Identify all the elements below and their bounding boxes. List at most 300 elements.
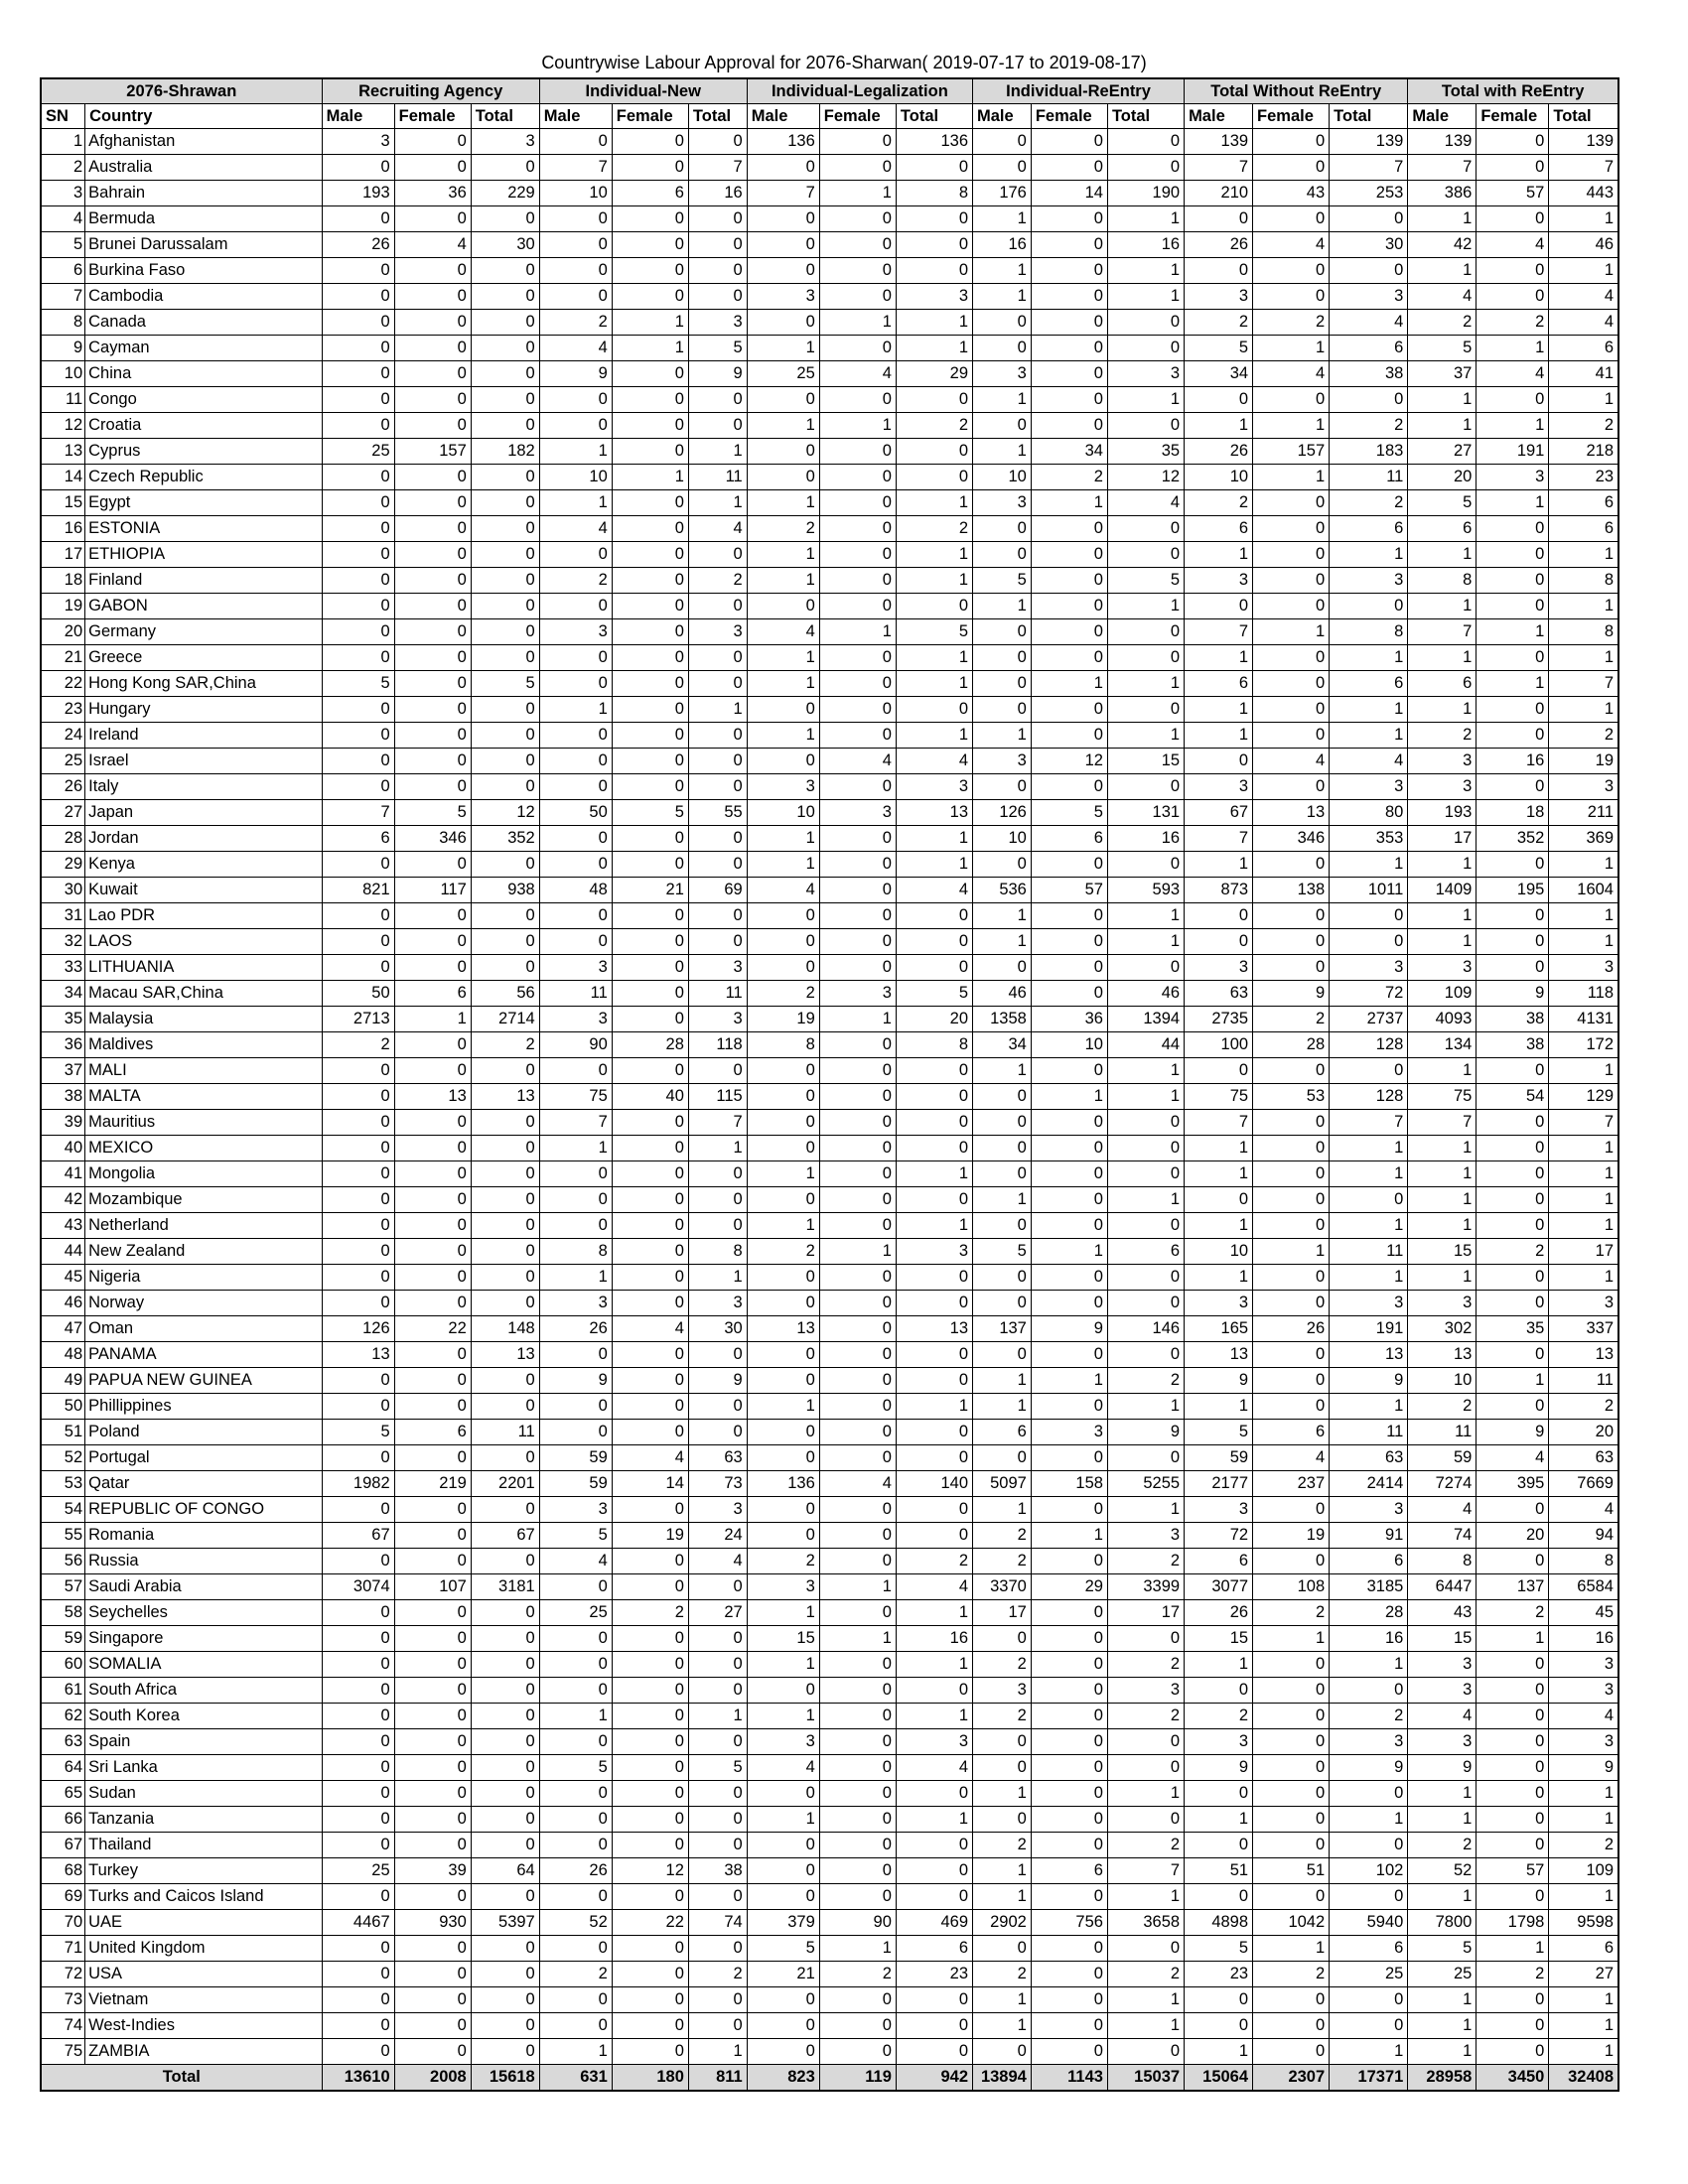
value-cell: 0 [394, 1161, 471, 1187]
country-cell: Bermuda [85, 206, 322, 232]
country-cell: Czech Republic [85, 465, 322, 490]
value-cell: 1 [1107, 594, 1184, 619]
value-cell: 2 [688, 1962, 747, 1987]
group-total-with-reentry: Total with ReEntry [1408, 78, 1618, 104]
value-cell: 0 [1253, 516, 1330, 542]
value-cell: 0 [819, 1833, 896, 1858]
value-cell: 9 [539, 361, 612, 387]
value-cell: 2 [1477, 1239, 1549, 1265]
value-cell: 0 [1185, 258, 1253, 284]
value-cell: 13 [1549, 1342, 1618, 1368]
value-cell: 0 [612, 1187, 688, 1213]
country-cell: Mauritius [85, 1110, 322, 1136]
value-cell: 0 [471, 1704, 539, 1729]
value-cell: 0 [819, 1058, 896, 1084]
table-row [41, 258, 1618, 284]
total-value-cell: 3450 [1477, 2065, 1549, 2092]
sn-cell: 65 [41, 1781, 85, 1807]
value-cell: 6 [1031, 1858, 1107, 1884]
value-cell: 3 [973, 490, 1032, 516]
value-cell: 5 [612, 800, 688, 826]
value-cell: 1 [973, 258, 1032, 284]
value-cell: 0 [973, 1084, 1032, 1110]
value-cell: 1 [819, 619, 896, 645]
value-cell: 3 [1107, 1523, 1184, 1549]
value-cell: 0 [1330, 258, 1408, 284]
value-cell: 0 [819, 826, 896, 852]
value-cell: 0 [819, 1781, 896, 1807]
value-cell: 1 [973, 1497, 1032, 1523]
value-cell: 7800 [1408, 1910, 1477, 1936]
value-cell: 63 [1185, 981, 1253, 1007]
value-cell: 0 [394, 1781, 471, 1807]
value-cell: 0 [688, 284, 747, 310]
value-cell: 0 [1107, 1110, 1184, 1136]
value-cell: 1 [1549, 1807, 1618, 1833]
value-cell: 1 [612, 336, 688, 361]
value-cell: 1 [1107, 1497, 1184, 1523]
value-cell: 1 [747, 645, 819, 671]
value-cell: 0 [539, 1161, 612, 1187]
value-cell: 0 [1477, 1058, 1549, 1084]
value-cell: 0 [1253, 490, 1330, 516]
sn-cell: 70 [41, 1910, 85, 1936]
value-cell: 3185 [1330, 1574, 1408, 1600]
value-cell: 1 [1330, 645, 1408, 671]
value-cell: 0 [1107, 1807, 1184, 1833]
value-cell: 0 [688, 1807, 747, 1833]
value-cell: 1 [896, 1161, 972, 1187]
value-cell: 1 [1408, 258, 1477, 284]
value-cell: 2 [973, 1833, 1032, 1858]
value-cell: 3 [973, 1678, 1032, 1704]
value-cell: 0 [819, 465, 896, 490]
total-row [41, 2065, 1618, 2092]
value-cell: 0 [747, 1084, 819, 1110]
value-cell: 1 [1408, 1213, 1477, 1239]
value-cell: 2177 [1185, 1471, 1253, 1497]
value-cell: 0 [1477, 1161, 1549, 1187]
value-cell: 0 [747, 155, 819, 181]
value-cell: 1394 [1107, 1007, 1184, 1032]
value-cell: 16 [896, 1626, 972, 1652]
value-cell: 0 [539, 258, 612, 284]
value-cell: 1 [747, 1704, 819, 1729]
table-row [41, 1420, 1618, 1445]
value-cell: 0 [471, 1626, 539, 1652]
value-cell: 6 [1107, 1239, 1184, 1265]
value-cell: 0 [1477, 568, 1549, 594]
value-cell: 0 [1253, 1833, 1330, 1858]
value-cell: 7 [1185, 619, 1253, 645]
country-cell: Brunei Darussalam [85, 232, 322, 258]
value-cell: 0 [1031, 955, 1107, 981]
value-cell: 0 [819, 1858, 896, 1884]
total-header: Total [1330, 104, 1408, 129]
value-cell: 4 [747, 619, 819, 645]
value-cell: 0 [973, 1161, 1032, 1187]
value-cell: 6 [1185, 516, 1253, 542]
value-cell: 0 [747, 1497, 819, 1523]
value-cell: 0 [688, 594, 747, 619]
value-cell: 1 [896, 568, 972, 594]
value-cell: 1 [1408, 206, 1477, 232]
value-cell: 46 [973, 981, 1032, 1007]
country-cell: United Kingdom [85, 1936, 322, 1962]
value-cell: 0 [688, 1187, 747, 1213]
value-cell: 0 [1253, 1213, 1330, 1239]
value-cell: 191 [1330, 1316, 1408, 1342]
value-cell: 1 [1408, 645, 1477, 671]
value-cell: 64 [471, 1858, 539, 1884]
value-cell: 0 [322, 1833, 394, 1858]
country-cell: Japan [85, 800, 322, 826]
value-cell: 3 [819, 800, 896, 826]
value-cell: 0 [688, 1626, 747, 1652]
value-cell: 10 [1031, 1032, 1107, 1058]
value-cell: 0 [612, 697, 688, 723]
country-cell: Nigeria [85, 1265, 322, 1291]
value-cell: 2 [896, 1549, 972, 1574]
value-cell: 1 [1253, 465, 1330, 490]
value-cell: 0 [322, 1136, 394, 1161]
value-cell: 23 [1549, 465, 1618, 490]
value-cell: 28 [612, 1032, 688, 1058]
value-cell: 22 [612, 1910, 688, 1936]
value-cell: 0 [471, 594, 539, 619]
value-cell: 0 [896, 1833, 972, 1858]
value-cell: 0 [322, 1600, 394, 1626]
value-cell: 0 [612, 1807, 688, 1833]
value-cell: 35 [1477, 1316, 1549, 1342]
value-cell: 0 [819, 852, 896, 878]
value-cell: 109 [1549, 1858, 1618, 1884]
value-cell: 0 [394, 1652, 471, 1678]
value-cell: 0 [1477, 1678, 1549, 1704]
value-cell: 3074 [322, 1574, 394, 1600]
value-cell: 0 [1031, 1265, 1107, 1291]
value-cell: 9 [539, 1368, 612, 1394]
value-cell: 5 [896, 619, 972, 645]
value-cell: 0 [1031, 1445, 1107, 1471]
value-cell: 0 [539, 852, 612, 878]
value-cell: 1 [1408, 1987, 1477, 2013]
country-cell: West-Indies [85, 2013, 322, 2039]
value-cell: 0 [1031, 774, 1107, 800]
value-cell: 1 [896, 490, 972, 516]
value-cell: 0 [1330, 2013, 1408, 2039]
sn-cell: 72 [41, 1962, 85, 1987]
value-cell: 0 [819, 1678, 896, 1704]
value-cell: 0 [1031, 413, 1107, 439]
value-cell: 0 [1253, 774, 1330, 800]
value-cell: 0 [1107, 1291, 1184, 1316]
table-row [41, 2039, 1618, 2065]
country-cell: Canada [85, 310, 322, 336]
value-cell: 5097 [973, 1471, 1032, 1497]
value-cell: 7 [1549, 671, 1618, 697]
value-cell: 0 [688, 1781, 747, 1807]
value-cell: 9 [1477, 981, 1549, 1007]
value-cell: 23 [1185, 1962, 1253, 1987]
value-cell: 1 [747, 413, 819, 439]
value-cell: 67 [322, 1523, 394, 1549]
value-cell: 1 [1107, 387, 1184, 413]
table-row [41, 181, 1618, 206]
value-cell: 0 [612, 361, 688, 387]
value-cell: 0 [612, 774, 688, 800]
value-cell: 59 [1185, 1445, 1253, 1471]
value-cell: 0 [819, 929, 896, 955]
value-cell: 0 [688, 2013, 747, 2039]
value-cell: 4 [896, 1755, 972, 1781]
value-cell: 0 [1031, 1394, 1107, 1420]
value-cell: 90 [819, 1910, 896, 1936]
value-cell: 0 [896, 232, 972, 258]
value-cell: 6 [1408, 671, 1477, 697]
value-cell: 0 [1330, 1678, 1408, 1704]
country-cell: Singapore [85, 1626, 322, 1652]
table-row [41, 981, 1618, 1007]
table-row [41, 1032, 1618, 1058]
sn-cell: 38 [41, 1084, 85, 1110]
value-cell: 3 [1408, 955, 1477, 981]
value-cell: 0 [1031, 981, 1107, 1007]
value-cell: 0 [1253, 1342, 1330, 1368]
value-cell: 2 [1330, 1704, 1408, 1729]
value-cell: 0 [1031, 697, 1107, 723]
sn-cell: 47 [41, 1316, 85, 1342]
value-cell: 4 [612, 1316, 688, 1342]
value-cell: 369 [1549, 826, 1618, 852]
value-cell: 12 [471, 800, 539, 826]
value-cell: 193 [1408, 800, 1477, 826]
value-cell: 0 [819, 1807, 896, 1833]
value-cell: 1 [1185, 697, 1253, 723]
value-cell: 0 [394, 903, 471, 929]
value-cell: 0 [612, 1420, 688, 1445]
column-header-row [41, 104, 1618, 129]
value-cell: 0 [747, 1833, 819, 1858]
value-cell: 3 [539, 955, 612, 981]
value-cell: 2 [1408, 310, 1477, 336]
value-cell: 6 [394, 981, 471, 1007]
value-cell: 0 [1107, 1265, 1184, 1291]
value-cell: 1 [1477, 413, 1549, 439]
value-cell: 6 [1408, 516, 1477, 542]
value-cell: 0 [747, 594, 819, 619]
value-cell: 0 [539, 645, 612, 671]
sn-cell: 59 [41, 1626, 85, 1652]
value-cell: 53 [1253, 1084, 1330, 1110]
value-cell: 0 [1330, 1884, 1408, 1910]
value-cell: 1982 [322, 1471, 394, 1497]
value-cell: 0 [612, 1962, 688, 1987]
value-cell: 1 [747, 671, 819, 697]
value-cell: 1 [1408, 2039, 1477, 2065]
value-cell: 0 [322, 1987, 394, 2013]
value-cell: 2 [1107, 1833, 1184, 1858]
value-cell: 3 [688, 1007, 747, 1032]
value-cell: 0 [322, 490, 394, 516]
value-cell: 1 [973, 2013, 1032, 2039]
sn-cell: 30 [41, 878, 85, 903]
value-cell: 0 [747, 1420, 819, 1445]
value-cell: 0 [1253, 1729, 1330, 1755]
country-cell: LITHUANIA [85, 955, 322, 981]
value-cell: 0 [1253, 697, 1330, 723]
value-cell: 59 [1408, 1445, 1477, 1471]
value-cell: 0 [688, 645, 747, 671]
value-cell: 1 [1408, 1884, 1477, 1910]
value-cell: 0 [1477, 1342, 1549, 1368]
value-cell: 63 [1549, 1445, 1618, 1471]
value-cell: 0 [612, 619, 688, 645]
value-cell: 0 [819, 490, 896, 516]
value-cell: 12 [612, 1858, 688, 1884]
value-cell: 20 [1549, 1420, 1618, 1445]
value-cell: 1 [747, 1652, 819, 1678]
country-cell: Italy [85, 774, 322, 800]
value-cell: 3 [1549, 1678, 1618, 1704]
sn-cell: 4 [41, 206, 85, 232]
value-cell: 75 [1185, 1084, 1253, 1110]
value-cell: 210 [1185, 181, 1253, 206]
value-cell: 0 [612, 155, 688, 181]
value-cell: 930 [394, 1910, 471, 1936]
value-cell: 146 [1107, 1316, 1184, 1342]
value-cell: 57 [1477, 181, 1549, 206]
value-cell: 4131 [1549, 1007, 1618, 1032]
country-cell: Egypt [85, 490, 322, 516]
country-cell: SOMALIA [85, 1652, 322, 1678]
value-cell: 0 [819, 878, 896, 903]
value-cell: 0 [1031, 1704, 1107, 1729]
value-cell: 0 [322, 1213, 394, 1239]
value-cell: 0 [1477, 206, 1549, 232]
sn-header: SN [41, 104, 85, 129]
value-cell: 8 [539, 1239, 612, 1265]
female-header: Female [612, 104, 688, 129]
value-cell: 0 [1031, 361, 1107, 387]
value-cell: 1 [688, 490, 747, 516]
value-cell: 0 [688, 1652, 747, 1678]
value-cell: 0 [1031, 155, 1107, 181]
value-cell: 10 [539, 181, 612, 206]
table-row [41, 594, 1618, 619]
value-cell: 30 [688, 1316, 747, 1342]
value-cell: 0 [1253, 1497, 1330, 1523]
value-cell: 108 [1253, 1574, 1330, 1600]
value-cell: 1 [973, 439, 1032, 465]
value-cell: 157 [1253, 439, 1330, 465]
value-cell: 13 [1330, 1342, 1408, 1368]
value-cell: 0 [1253, 1652, 1330, 1678]
value-cell: 0 [471, 361, 539, 387]
table-row [41, 1704, 1618, 1729]
country-cell: GABON [85, 594, 322, 619]
value-cell: 0 [612, 1213, 688, 1239]
value-cell: 0 [1031, 1161, 1107, 1187]
value-cell: 1 [1107, 1058, 1184, 1084]
value-cell: 0 [394, 490, 471, 516]
value-cell: 0 [1107, 774, 1184, 800]
table-row [41, 619, 1618, 645]
value-cell: 0 [896, 1136, 972, 1161]
value-cell: 3 [1330, 1497, 1408, 1523]
value-cell: 1 [1549, 206, 1618, 232]
value-cell: 0 [322, 1497, 394, 1523]
value-cell: 134 [1408, 1032, 1477, 1058]
country-cell: Kuwait [85, 878, 322, 903]
value-cell: 0 [322, 2039, 394, 2065]
value-cell: 3 [747, 1574, 819, 1600]
value-cell: 0 [747, 206, 819, 232]
value-cell: 52 [1408, 1858, 1477, 1884]
value-cell: 0 [1330, 206, 1408, 232]
value-cell: 0 [1477, 1987, 1549, 2013]
value-cell: 0 [394, 1032, 471, 1058]
value-cell: 0 [612, 929, 688, 955]
country-cell: Hungary [85, 697, 322, 723]
value-cell: 0 [819, 516, 896, 542]
value-cell: 0 [819, 1161, 896, 1187]
value-cell: 2 [539, 1962, 612, 1987]
value-cell: 0 [394, 1729, 471, 1755]
value-cell: 0 [322, 619, 394, 645]
value-cell: 26 [1185, 1600, 1253, 1626]
value-cell: 0 [1253, 1058, 1330, 1084]
value-cell: 0 [322, 387, 394, 413]
value-cell: 0 [1477, 1265, 1549, 1291]
table-row [41, 749, 1618, 774]
value-cell: 0 [896, 439, 972, 465]
value-cell: 1 [819, 1936, 896, 1962]
value-cell: 16 [1477, 749, 1549, 774]
value-cell: 0 [394, 465, 471, 490]
value-cell: 25 [322, 1858, 394, 1884]
country-cell: LAOS [85, 929, 322, 955]
value-cell: 9 [1253, 981, 1330, 1007]
country-cell: MALI [85, 1058, 322, 1084]
value-cell: 69 [688, 878, 747, 903]
value-cell: 0 [394, 645, 471, 671]
value-cell: 6447 [1408, 1574, 1477, 1600]
value-cell: 4 [1253, 232, 1330, 258]
value-cell: 0 [1477, 955, 1549, 981]
sn-cell: 50 [41, 1394, 85, 1420]
value-cell: 1011 [1330, 878, 1408, 903]
value-cell: 131 [1107, 800, 1184, 826]
table-row [41, 1652, 1618, 1678]
value-cell: 11 [688, 981, 747, 1007]
value-cell: 12 [1107, 465, 1184, 490]
value-cell: 0 [394, 542, 471, 568]
value-cell: 0 [471, 1962, 539, 1987]
value-cell: 0 [394, 1833, 471, 1858]
value-cell: 0 [1031, 1136, 1107, 1161]
country-cell: Sri Lanka [85, 1755, 322, 1781]
value-cell: 7 [1185, 1110, 1253, 1136]
value-cell: 0 [896, 1445, 972, 1471]
value-cell: 0 [1107, 1755, 1184, 1781]
country-cell: Oman [85, 1316, 322, 1342]
value-cell: 9 [1549, 1755, 1618, 1781]
country-cell: Portugal [85, 1445, 322, 1471]
value-cell: 4 [1549, 284, 1618, 310]
value-cell: 0 [1107, 852, 1184, 878]
country-cell: MALTA [85, 1084, 322, 1110]
